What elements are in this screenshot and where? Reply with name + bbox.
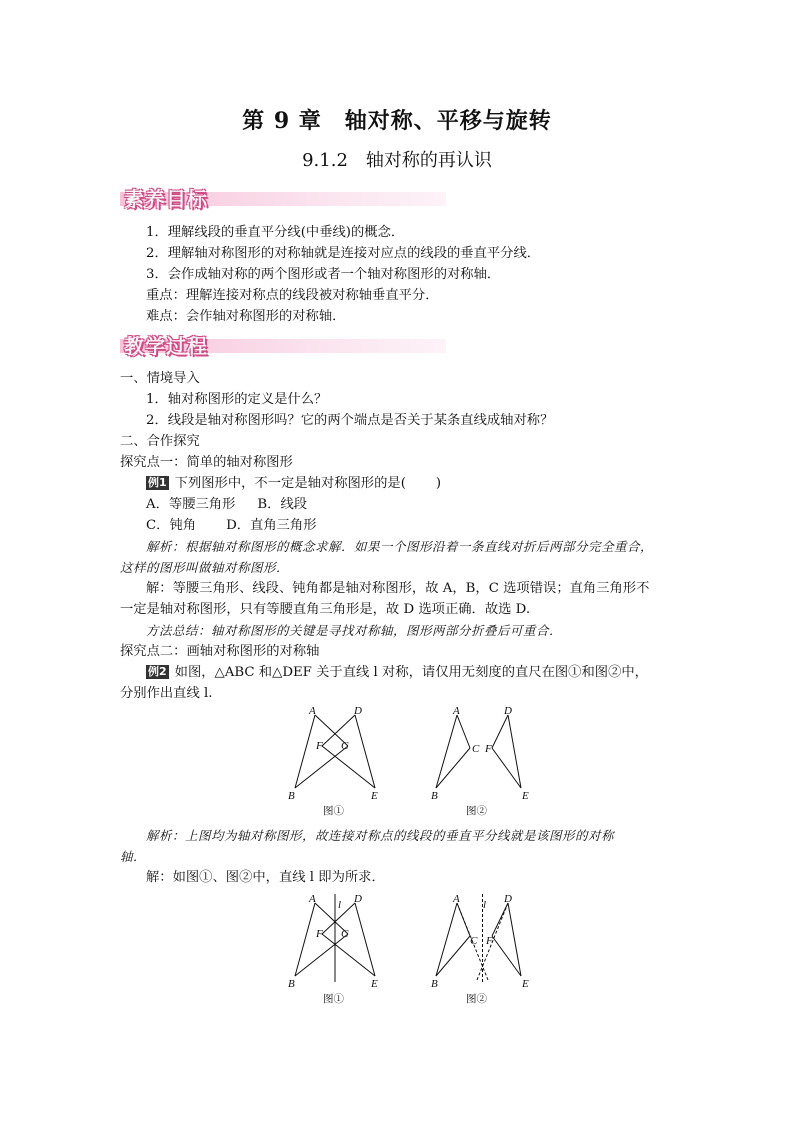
question-figures [280, 700, 550, 820]
point-a-label: A [453, 705, 460, 717]
point-a-label: A [453, 893, 460, 905]
sec2-heading: 二、合作探究 [120, 434, 200, 449]
chapter-title: 第 9 章 轴对称、平移与旋转 [242, 108, 552, 134]
segment-bc [295, 934, 348, 976]
option-b: B．线段 [257, 497, 308, 512]
segment-de [355, 903, 375, 976]
segment-de [508, 715, 521, 788]
ex1-summary: 方法总结：轴对称图形的关键是寻找对称轴，图形两部分折叠后可重合． [146, 623, 563, 638]
goal-item-1: 1．理解线段的垂直平分线(中垂线)的概念． [146, 225, 405, 240]
banner-label: 素养目标 [124, 187, 208, 211]
segment-ac [457, 715, 470, 748]
segment-ef [322, 934, 375, 976]
option-d: D．直角三角形 [226, 518, 317, 533]
point-a-label: A [309, 893, 316, 905]
segment-ab [295, 715, 315, 788]
figure-caption-2: 图② [466, 994, 487, 1005]
ex1-options-ab [146, 495, 307, 515]
ex2-solution: 解：如图①、图②中，直线 l 即为所求． [146, 870, 385, 885]
ex2-analysis-line1: 解析：上图均为轴对称图形，故连接对称点的线段的垂直平分线就是该图形的对称 [146, 828, 615, 843]
solution-figures [280, 888, 550, 1008]
example-badge: 例2 [148, 665, 167, 678]
sec1-item-1: 1．轴对称图形的定义是什么？ [146, 392, 328, 407]
ex2-question [146, 663, 648, 683]
option-c: C．钝角 [146, 518, 197, 533]
segment-bc [436, 748, 470, 788]
point-d-label: D [354, 893, 362, 905]
sec1-heading: 一、情境导入 [120, 371, 200, 386]
point-b-label: B [431, 790, 438, 802]
key-point: 重点：理解连接对称点的线段被对称轴垂直平分． [146, 288, 439, 303]
segment-de [508, 903, 521, 976]
point-b-label: B [288, 790, 295, 802]
point-d-label: D [354, 705, 362, 717]
point2-heading: 探究点二：画轴对称图形的对称轴 [120, 644, 320, 659]
point-e-label: E [371, 790, 378, 802]
option-a: A．等腰三角形 [146, 497, 236, 512]
line-l-label: l [338, 899, 342, 911]
banner-label: 教学过程 [124, 334, 208, 358]
point-f-label: F [486, 935, 493, 947]
goal-item-2: 2．理解轴对称图形的对称轴就是连接对应点的线段的垂直平分线． [146, 246, 541, 261]
ex1-question-text: 下列图形中，不一定是轴对称图形的是( [174, 476, 406, 491]
point-c-label: C [472, 743, 480, 755]
segment-ef [492, 748, 521, 788]
point-e-label: E [371, 978, 378, 990]
point-c-label: C [470, 935, 478, 947]
ex1-solution-line2: 一定是轴对称图形，只有等腰直角三角形是，故 D 选项正确．故选 D. [120, 602, 531, 617]
figure-1-solution [295, 894, 375, 982]
ex1-analysis-line2: 这样的图形叫做轴对称图形． [120, 560, 290, 575]
segment-df [322, 715, 355, 746]
point-f-label: F [485, 743, 492, 755]
ex1-question-end: ) [435, 476, 442, 491]
segment-ab [436, 903, 457, 976]
goals-banner [120, 186, 446, 210]
point-f-label: F [316, 928, 323, 940]
section-title: 9.1.2 轴对称的再认识 [302, 150, 492, 171]
point-a-label: A [309, 705, 316, 717]
line-l-label: l [483, 899, 487, 911]
figure-caption-2: 图② [466, 806, 487, 817]
goal-item-3: 3．会作成轴对称的两个图形或者一个轴对称图形的对称轴． [146, 267, 501, 282]
sec1-item-2: 2．线段是轴对称图形吗？它的两个端点是否关于某条直线成轴对称？ [146, 413, 554, 428]
point-b-label: B [288, 978, 295, 990]
point1-heading: 探究点一：简单的轴对称图形 [120, 455, 293, 470]
segment-bc [436, 936, 470, 976]
point-c-label: C [341, 740, 349, 752]
segment-ab [436, 715, 457, 788]
point-f-label: F [316, 740, 323, 752]
ex1-analysis-line1: 解析：根据轴对称图形的概念求解．如果一个图形沿着一条直线对折后两部分完全重合， [146, 539, 654, 554]
segment-df [492, 715, 508, 748]
segment-ef [322, 746, 375, 788]
point-e-label: E [522, 978, 529, 990]
point-d-label: D [504, 705, 512, 717]
point-c-label: C [341, 928, 349, 940]
figure-1 [295, 715, 375, 788]
process-banner [120, 333, 446, 357]
ex2-question-text: 如图，△ABC 和△DEF 关于直线 l 对称，请仅用无刻度的直尺在图①和图②中， [174, 665, 648, 680]
difficulty-point: 难点：会作轴对称图形的对称轴． [146, 309, 346, 324]
ex1-solution-line1: 解：等腰三角形、线段、钝角都是轴对称图形，故 A，B，C 选项错误；直角三角形不 [146, 581, 650, 596]
ex2-question-line2: 分别作出直线 l. [120, 686, 213, 701]
figure-caption-1: 图① [323, 806, 344, 817]
point-d-label: D [504, 893, 512, 905]
ex1-question [146, 474, 441, 494]
segment-ef [492, 936, 521, 976]
segment-de [355, 715, 375, 788]
segment-bc [295, 746, 348, 788]
segment-ab [295, 903, 315, 976]
ex1-options-cd [146, 516, 317, 536]
figure-caption-1: 图① [323, 994, 344, 1005]
example-badge: 例1 [148, 476, 167, 489]
point-e-label: E [522, 790, 529, 802]
point-b-label: B [431, 978, 438, 990]
figure-2-solution [436, 903, 521, 976]
ex2-analysis-line2: 轴． [120, 849, 147, 864]
